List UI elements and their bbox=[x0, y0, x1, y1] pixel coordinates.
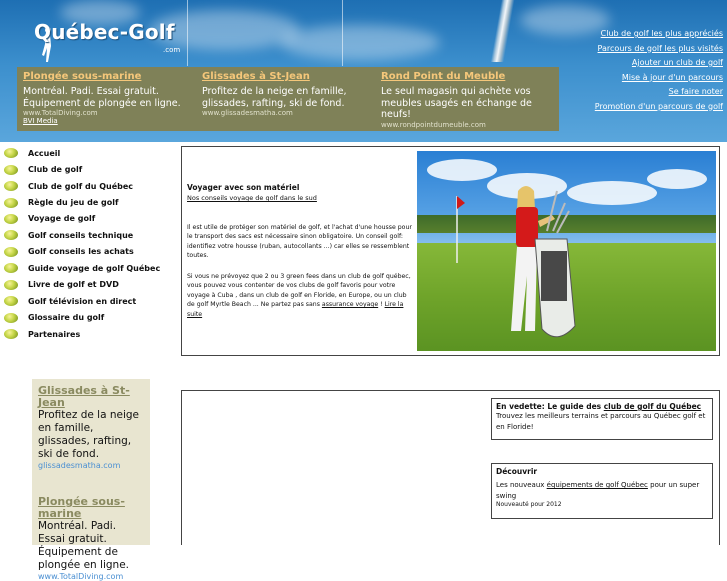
ad-title[interactable]: Glissades à St-Jean bbox=[202, 71, 310, 82]
golfer-figure bbox=[417, 151, 716, 351]
top-link[interactable]: Club de golf les plus appréciés bbox=[600, 29, 723, 38]
golf-ball-icon bbox=[4, 148, 18, 158]
top-link[interactable]: Se faire noter bbox=[668, 87, 723, 96]
featured-box bbox=[491, 398, 713, 440]
ad-url[interactable]: glissadesmatha.com bbox=[38, 461, 121, 470]
golf-ball-icon bbox=[4, 280, 18, 290]
ad-band bbox=[17, 67, 559, 131]
header bbox=[0, 0, 727, 142]
ad-item[interactable] bbox=[23, 71, 193, 125]
nav-item-label: Règle du jeu de golf bbox=[28, 198, 119, 208]
nav-item-club-de-golf[interactable] bbox=[4, 161, 174, 177]
ad-description: Montréal. Padi. Essai gratuit. Équipement de plongée en ligne. bbox=[23, 86, 181, 109]
nav-item-television[interactable] bbox=[4, 293, 174, 309]
article-paragraph: Il est utile de protéger son matériel de golf, et l'achat d'une housse pour le transport des sacs est nécessaire sinon obligatoire. Un conseil golf: identifiez votre housse (ruban, autocollants ...) car elles se ressemblent toutes. bbox=[187, 224, 412, 260]
ad-title[interactable]: Rond Point du Meuble bbox=[381, 71, 506, 82]
article-paragraph bbox=[187, 272, 413, 319]
discover-description bbox=[496, 480, 708, 501]
ad-description: Montréal. Padi. Essai gratuit. Équipement de plongée en ligne. bbox=[38, 520, 129, 571]
featured-description: Trouvez les meilleurs terrains et parcours au Québec golf et en Floride! bbox=[496, 412, 706, 431]
golf-ball-icon bbox=[4, 214, 18, 224]
discover-box bbox=[491, 463, 713, 519]
golf-ball-icon bbox=[4, 329, 18, 339]
nav-item-label: Golf conseils les achats bbox=[28, 247, 134, 257]
ad-url[interactable]: www.glissadesmatha.com bbox=[202, 109, 293, 117]
nav-item-accueil[interactable] bbox=[4, 145, 174, 161]
club-de-golf-quebec-link[interactable]: club de golf du Québec bbox=[603, 402, 702, 411]
ad-description: Profitez de la neige en famille, glissades, rafting, ski de fond. bbox=[202, 86, 347, 109]
golf-ball-icon bbox=[4, 181, 18, 191]
ad-url[interactable]: www.TotalDiving.com bbox=[38, 572, 124, 581]
nav-item-guide-voyage[interactable] bbox=[4, 260, 174, 276]
ad-description: Le seul magasin qui achète vos meubles usagés en échange de neufs! bbox=[381, 86, 532, 120]
golf-ball-icon bbox=[4, 230, 18, 240]
site-logo[interactable]: Québec-Golf bbox=[34, 20, 175, 44]
nav-item-label: Golf conseils technique bbox=[28, 230, 134, 240]
nav-item-livre[interactable] bbox=[4, 277, 174, 293]
top-link[interactable]: Promotion d'un parcours de golf bbox=[594, 101, 723, 111]
featured-title-text: En vedette: Le guide des bbox=[496, 402, 604, 411]
nav-item-label: Accueil bbox=[28, 148, 61, 158]
golf-ball-icon bbox=[4, 165, 18, 175]
featured-title bbox=[496, 402, 708, 411]
article-subtitle-link[interactable]: Nos conseils voyage de golf dans le sud bbox=[187, 194, 317, 202]
top-link[interactable]: Ajouter un club de golf bbox=[631, 58, 723, 67]
article-text: ! bbox=[378, 301, 385, 309]
nav-item-conseils-achats[interactable] bbox=[4, 244, 174, 260]
ad-title[interactable]: Plongée sous-marine bbox=[38, 495, 125, 520]
discover-note: Nouveauté pour 2012 bbox=[496, 501, 562, 508]
equipements-link[interactable]: équipements de golf Québec bbox=[546, 481, 648, 489]
site-logo-suffix: .com bbox=[163, 46, 181, 54]
article-text: Si vous ne prévoyez que 2 ou 3 green fees dans un club de golf québec, vous pouvez vous contenter de vos clubs de golf favoris pour votre voyage à Cuba , dans un club de golf en Floride, en Europe, ou un club de golf Myrtle Beach ... Ne partez pas sans bbox=[187, 273, 411, 309]
ad-item[interactable] bbox=[381, 71, 551, 129]
ad-item[interactable] bbox=[202, 71, 372, 117]
ad-title[interactable]: Glissades à St-Jean bbox=[38, 384, 130, 409]
golf-ball-icon bbox=[4, 263, 18, 273]
golf-ball-icon bbox=[4, 313, 18, 323]
ad-title[interactable]: Plongée sous-marine bbox=[23, 71, 142, 82]
article-title: Voyager avec son matériel bbox=[187, 183, 300, 192]
discover-title: Découvrir bbox=[496, 467, 538, 476]
nav-item-regle[interactable] bbox=[4, 194, 174, 210]
sidebar-nav bbox=[4, 145, 174, 342]
nav-item-club-de-golf-quebec[interactable] bbox=[4, 178, 174, 194]
ad-network-link[interactable]: BVI Media bbox=[23, 117, 58, 125]
golf-ball-icon bbox=[4, 198, 18, 208]
golf-ball-icon bbox=[4, 247, 18, 257]
nav-item-conseils-technique[interactable] bbox=[4, 227, 174, 243]
read-more-link[interactable]: Lire la suite bbox=[187, 301, 404, 318]
top-link[interactable]: Mise à jour d'un parcours bbox=[621, 72, 723, 82]
nav-item-partenaires[interactable] bbox=[4, 326, 174, 342]
side-ad-panel bbox=[32, 379, 150, 581]
nav-item-voyage[interactable] bbox=[4, 211, 174, 227]
golf-club-icon bbox=[478, 0, 526, 62]
nav-item-label: Golf télévision en direct bbox=[28, 296, 137, 306]
ad-url[interactable]: www.rondpointdumeuble.com bbox=[381, 120, 486, 129]
ad-description: Profitez de la neige en famille, glissades, rafting, ski de fond. bbox=[38, 409, 140, 460]
discover-text: pour un super swing bbox=[496, 481, 700, 500]
nav-item-label: Club de golf bbox=[28, 165, 83, 175]
header-cloud bbox=[280, 25, 440, 60]
discover-text: Les nouveaux bbox=[496, 481, 547, 489]
nav-item-label: Livre de golf et DVD bbox=[28, 280, 119, 290]
header-divider bbox=[342, 0, 343, 66]
golf-ball-icon bbox=[4, 296, 18, 306]
nav-item-glossaire[interactable] bbox=[4, 309, 174, 325]
ad-url[interactable]: www.TotalDiving.com bbox=[23, 109, 98, 117]
golfer-photo bbox=[417, 151, 716, 351]
top-links bbox=[595, 27, 723, 114]
top-link[interactable]: Parcours de golf les plus visités bbox=[597, 43, 723, 53]
nav-item-label: Voyage de golf bbox=[28, 214, 96, 224]
header-divider bbox=[187, 0, 188, 66]
nav-item-label: Club de golf du Québec bbox=[28, 181, 134, 191]
assurance-voyage-link[interactable]: assurance voyage bbox=[321, 301, 379, 309]
nav-item-label: Glossaire du golf bbox=[28, 313, 105, 323]
nav-item-label: Partenaires bbox=[28, 329, 81, 339]
nav-item-label: Guide voyage de golf Québec bbox=[28, 263, 161, 273]
article-panel bbox=[181, 146, 720, 356]
